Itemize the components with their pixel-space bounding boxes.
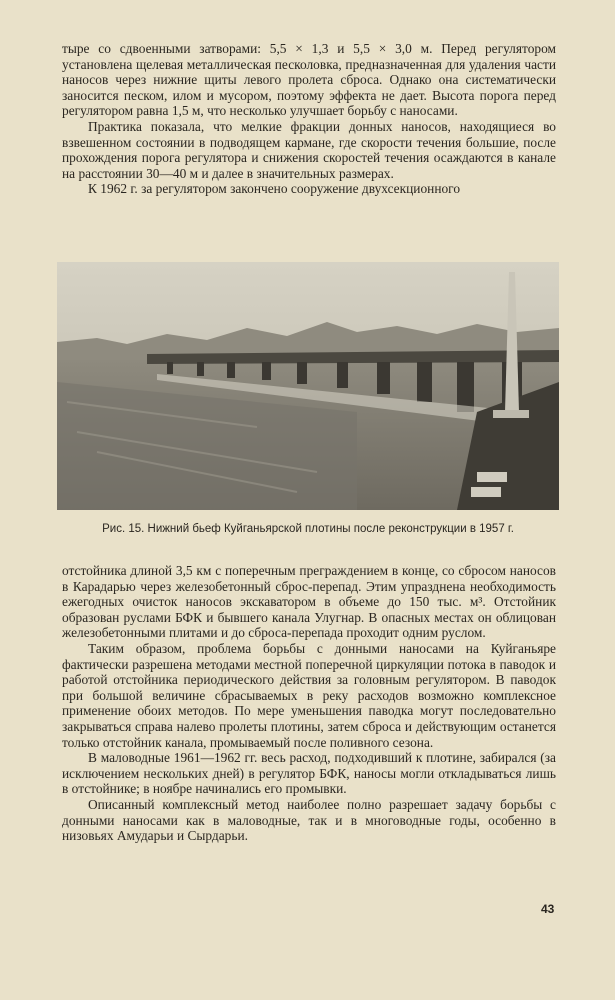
photo-dam-downstream bbox=[57, 262, 559, 510]
paragraph: В маловодные 1961—1962 гг. весь расход, подходивший к плотине, забирался (за исключением нескольких дней) в регулятор БФК, наносы могли откладываться лишь в отстойнике; в ноябре начинались его промывки. bbox=[62, 750, 556, 797]
paragraph: Таким образом, проблема борьбы с донными наносами на Куйганьяре фактически разрешена методами местной поперечной циркуляции потока в паводок и работой отстойника периодического действия за головным регулятором. В паводок при большой величине сбрасываемых в реку расходов возможно комплексное применение обоих методов. По мере уменьшения паводка могут последовательно закрываться справа налево пролеты плотины, затем сброса и действующим останется только отстойник канала, промываемый после поливного сезона. bbox=[62, 640, 556, 750]
text-block-bottom bbox=[62, 563, 556, 844]
paragraph: отстойника длиной 3,5 км с поперечным преграждением в конце, со сбросом наносов в Карадарью через железобетонный сброс-перепад. Этим упразднена необходимость ежегодных очисток наносов экскаватором в объеме до 150 тыс. м³. Отстойник образован руслами БФК и бывшего канала Улугнар. В опасных местах он облицован железобетонными плитами и до сброса-перепада проходит одним руслом. bbox=[62, 563, 556, 641]
figure-caption: Рис. 15. Нижний бьеф Куйганьярской плотины после реконструкции в 1957 г. bbox=[102, 523, 514, 535]
paragraph: Практика показала, что мелкие фракции донных наносов, находящиеся во взвешенном состоянии в подводящем кармане, где скорости течения большие, после прохождения порога регулятора и снижения скоростей течения осаждаются в канале на расстоянии 30—40 м и далее в значительных размерах. bbox=[62, 118, 556, 181]
photo-image bbox=[57, 262, 559, 510]
text-block-top bbox=[62, 41, 556, 197]
paragraph: тыре со сдвоенными затворами: 5,5 × 1,3 и 5,5 × 3,0 м. Перед регулятором установлена щелевая металлическая песколовка, предназначенная для удаления части наносов через нижние щиты левого пролета сброса. Однако она систематически заносится песком, илом и мусором, поэтому эффекта не дает. Высота порога перед регулятором равна 1,5 м, что несколько улучшает борьбу с наносами. bbox=[62, 41, 556, 119]
page-number: 43 bbox=[541, 902, 555, 916]
paragraph: К 1962 г. за регулятором закончено сооружение двухсекционного bbox=[88, 181, 461, 197]
paragraph: Описанный комплексный метод наиболее полно разрешает задачу борьбы с донными наносами как в маловодные, так и в многоводные годы, особенно в низовьях Амударьи и Сырдарьи. bbox=[62, 796, 556, 844]
